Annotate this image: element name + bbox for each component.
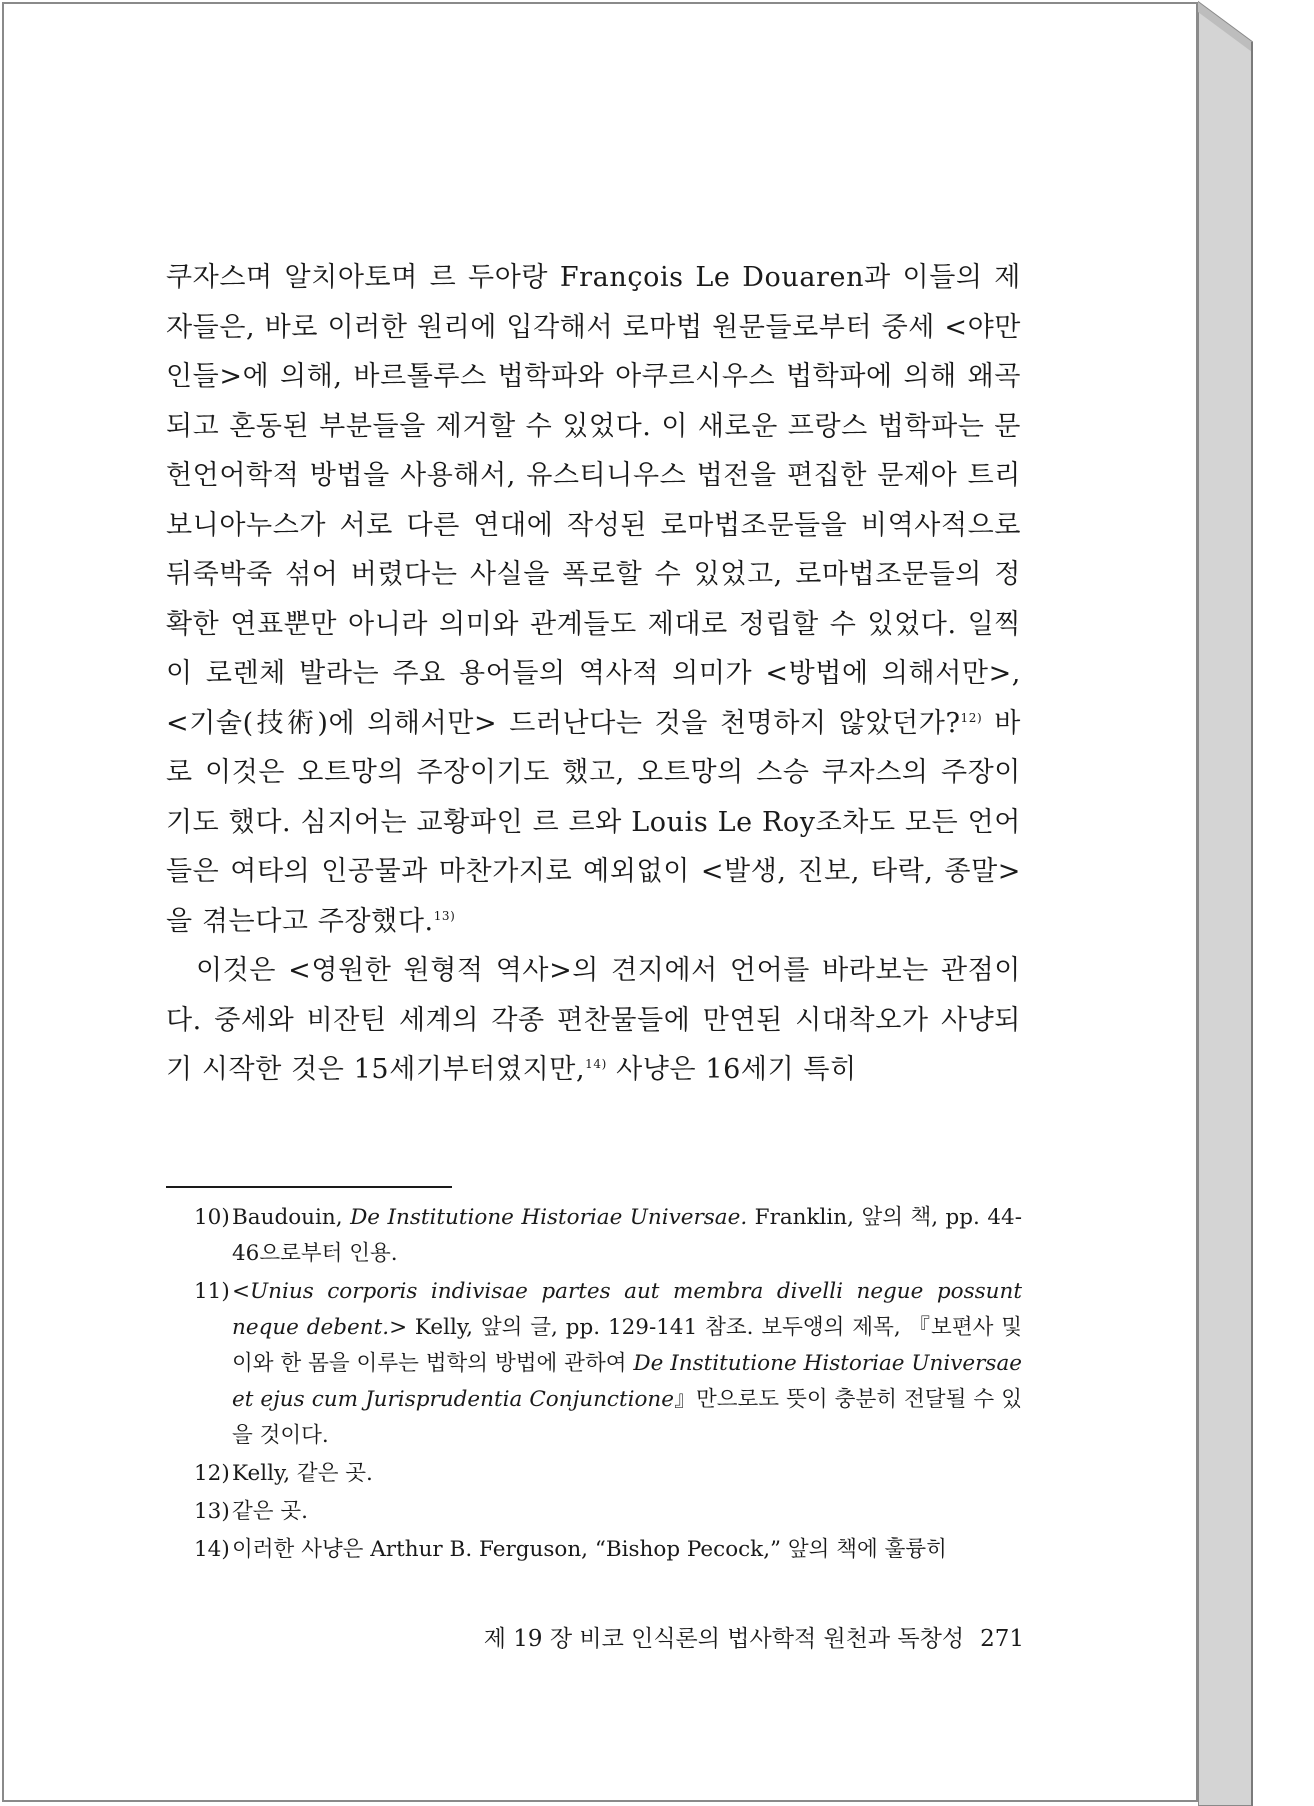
- note-ref-12: 12): [960, 710, 983, 725]
- note-ref-14: 14): [585, 1057, 607, 1071]
- footnote-text: 이러한 사냥은 Arthur B. Ferguson, “Bishop Pecock,” 앞의 책에 훌륭히: [232, 1537, 947, 1562]
- footnote-separator: [166, 1186, 452, 1188]
- paragraph-1-continued: 바로 이것은 오트망의 주장이기도 했고, 오트망의 스승 쿠자스의 주장이기도 했다. 심지어는 교황파인 르 르와 Louis Le Roy조차도 모든 언어들은 여타의 인공물과 마찬가지로 예외없이 <발생, 진보, 타락, 종말>을 겪는다고 주장했다.: [166, 707, 1021, 937]
- footnote-title-italic: De Institutione Historiae Universae et ejus cum Jurisprudentia Conjunctione: [232, 1351, 1022, 1412]
- paragraph-2-text: 이것은 <영원한 원형적 역사>의 견지에서 언어를 바라보는 관점이다. 중세와 비잔틴 세계의 각종 편찬물들에 만연된 시대착오가 사냥되기 시작한 것은 15세기부터였지만,: [166, 955, 1021, 1085]
- footnote-12: [194, 1456, 1022, 1492]
- paragraph-2-continued: 사냥은 16세기 특히: [606, 1054, 857, 1085]
- footnote-title-italic: De Institutione Historiae Universae.: [350, 1205, 748, 1230]
- footnote-14: [194, 1532, 1022, 1568]
- paragraph-1: [166, 253, 1021, 946]
- footnote-quote-italic: Unius corporis indivisae partes aut membra divelli negue possunt neque debent.: [232, 1279, 1022, 1340]
- book-page-edge: [1198, 0, 1314, 1806]
- paragraph-2: [166, 946, 1021, 1095]
- footnote-text-part: 』만으로도 뜻이 충분히 전달될 수 있을 것이다.: [232, 1387, 1022, 1448]
- footnote-text: 같은 곳.: [232, 1499, 308, 1524]
- footnote-number: 11): [194, 1279, 230, 1304]
- footnote-text: [232, 1274, 1022, 1454]
- page-edge-shading: [1198, 0, 1314, 1806]
- footnote-text-part: Baudouin,: [232, 1205, 351, 1230]
- footnote-number: 10): [194, 1205, 230, 1230]
- footnote-text-part: <: [232, 1279, 251, 1304]
- footnote-number: 14): [194, 1537, 230, 1562]
- footnote-number: 12): [194, 1461, 230, 1486]
- footnote-text: Kelly, 같은 곳.: [232, 1461, 373, 1486]
- footnote-11: [194, 1274, 1022, 1454]
- chapter-title: 제 19 장 비코 인식론의 법사학적 원천과 독창성: [483, 1626, 965, 1652]
- page-number: 271: [980, 1626, 1024, 1652]
- footnote-10: [194, 1200, 1022, 1272]
- footnote-text-part: > Kelly, 앞의 글, pp. 129-141 참조. 보두앵의 제목, 『보편사 및 이와 한 몸을 이루는 법학의 방법에 관하여: [232, 1315, 1022, 1376]
- footnote-13: [194, 1494, 1022, 1530]
- footnote-text: [232, 1200, 1022, 1272]
- running-footer: [420, 1620, 1024, 1653]
- footnotes: [194, 1200, 1022, 1570]
- main-text: [166, 253, 1021, 1095]
- note-ref-13: 13): [433, 908, 456, 923]
- paragraph-1-text: 쿠자스며 알치아토며 르 두아랑 François Le Douaren과 이들의 제자들은, 바로 이러한 원리에 입각해서 로마법 원문들로부터 중세 <야만인들>에 의해, 바르톨루스 법학파와 아쿠르시우스 법학파에 의해 왜곡되고 혼동된 부분들을 제거할 수 있었다. 이 새로운 프랑스 법학파는 문헌언어학적 방법을 사용해서, 유스티니우스 법전을 편집한 문제아 트리보니아누스가 서로 다른 연대에 작성된 로마법조문들을 비역사적으로 뒤죽박죽 섞어 버렸다는 사실을 폭로할 수 있었고, 로마법조문들의 정확한 연표뿐만 아니라 의미와 관계들도 제대로 정립할 수 있었다. 일찍이 로렌체 발라는 주요 용어들의 역사적 의미가 <방법에 의해서만>, <기술(技術)에 의해서만> 드러난다는 것을 천명하지 않았던가?: [166, 262, 1021, 739]
- footnote-number: 13): [194, 1499, 230, 1524]
- footnote-text-part: Franklin, 앞의 책, pp. 44-46으로부터 인용.: [232, 1205, 1022, 1266]
